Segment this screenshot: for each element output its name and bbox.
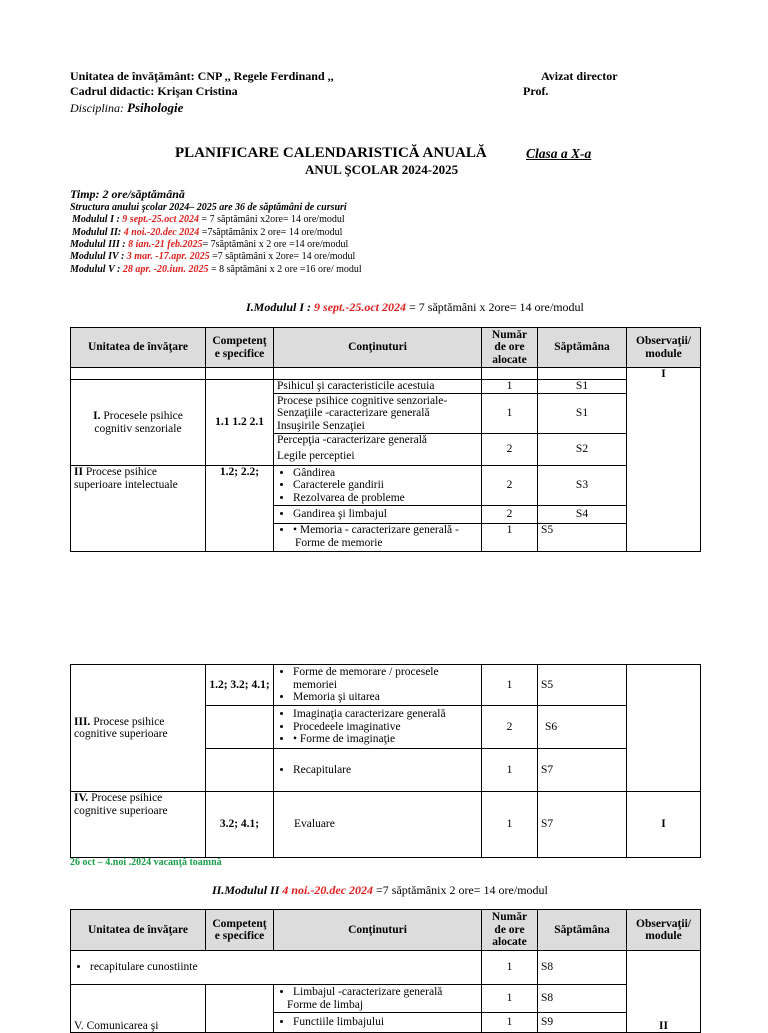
discipline-label: Disciplina: [70,101,124,115]
header-content: Conţinuturi [274,328,482,368]
hours-cell: 1 [482,1013,538,1033]
discipline-line [70,100,183,116]
list-item: • Imaginaţia caracterizare generală [293,708,478,721]
table-row [71,665,701,706]
content-cell: • • Memoria - caracterizare generală - Forme de memorie [274,524,482,552]
list-item: • Functiile limbajului [293,1016,478,1029]
content-cell [274,466,482,506]
module-1-table-continued [70,664,701,858]
unit-cell: V. Comunicarea şi [71,985,206,1033]
content-cell: • Limbajul -caracterizare generală Forme de limbaj [274,985,482,1013]
table-header-row [71,910,701,951]
list-item: • Rezolvarea de probleme [293,492,478,505]
week-cell: S9 [538,1013,627,1033]
header-observations: Observaţii/ module [627,910,701,951]
hours-cell: 1 [482,985,538,1013]
observation-cell: I [627,792,701,858]
content-cell [274,706,482,749]
content-cell: Psihicul şi caracteristicile acestuia [274,380,482,394]
week-cell: S1 [538,394,627,434]
hours-cell: 2 [482,434,538,466]
header-hours: Număr de ore alocate [482,328,538,368]
module-1-heading: I.Modulul I : 9 sept.-25.oct 2024 = 7 săptămâni x 2ore= 14 ore/modul [246,300,584,314]
week-cell: S5 [538,665,627,706]
header-week: Săptămâna [538,910,627,951]
week-cell: S3 [538,466,627,506]
week-cell: S6 [538,706,627,749]
module-4-dates: 3 mar. -17.apr. 2025 [126,251,210,262]
page-title: PLANIFICARE CALENDARISTICĂ ANUALĂ [175,145,487,161]
week-cell: S2 [538,434,627,466]
hours-cell: 1 [482,792,538,858]
module-5-dates: 28 apr. -20.iun. 2025 [122,264,209,275]
table-header-row [71,328,701,368]
hours-cell: 1 [482,749,538,792]
module-1-table [70,327,701,552]
header-unit: Unitatea de învăţare [71,910,206,951]
week-cell: S8 [538,985,627,1013]
vacation-note: 26 oct – 4.noi .2024 vacanţă toamnă [70,857,222,868]
week-cell: S8 [538,951,627,985]
header-hours: Număr de ore alocate [482,910,538,951]
week-cell: S7 [538,792,627,858]
content-cell [274,665,482,706]
content-cell [274,749,482,792]
hours-cell: 1 [482,665,538,706]
hours-cell: 2 [482,506,538,524]
module-line-3: Modulul III : 8 ian.-21 feb.2025= 7săptămâni x 2 ore =14 ore/modul [70,239,349,250]
hours-cell: 2 [482,706,538,749]
header-content: Conţinuturi [274,910,482,951]
content-cell [71,951,482,985]
module-2-heading: II.Modulul II 4 noi.-20.dec 2024 =7 săptămânix 2 ore= 14 ore/modul [212,883,548,897]
table-row [71,792,701,858]
hours-cell: 1 [482,524,538,552]
module-3-dates: 8 ian.-21 feb.2025 [128,239,203,250]
competence-cell: 1.2; 3.2; 4.1; [206,665,274,706]
week-cell: S5 [538,524,627,552]
class-label: Clasa a X-a [526,146,592,161]
content-cell: Evaluare [274,792,482,858]
unit-cell: II Procese psihice superioare intelectuale [71,466,206,552]
header-week: Săptămâna [538,328,627,368]
content-cell [274,506,482,524]
module-2-table [70,909,701,1033]
week-cell: S7 [538,749,627,792]
competence-cell [206,985,274,1033]
discipline-value: Psihologie [127,100,184,115]
competence-cell: 1.1 1.2 2.1 [206,380,274,466]
table-row [71,951,701,985]
table-row [71,380,701,394]
list-item: • • Forme de imaginaţie [293,733,478,746]
module-2-dates: 4 noi.-20.dec 2024 [123,227,200,238]
structure-intro: Structura anului şcolar 2024– 2025 are 36 de săptămâni de cursuri [70,202,347,213]
observation-cell: II [627,951,701,1033]
table-row [71,368,701,380]
table-row [71,466,701,506]
observation-cell: I [627,368,701,552]
module-line-4: Modulul IV : 3 mar. -17.apr. 2025 =7 săptămâni x 2ore= 14 ore/modul [70,251,356,262]
list-item: • Memoria şi uitarea [293,691,478,704]
header-unit: Unitatea de învăţare [71,328,206,368]
prof-label: Prof. [523,84,549,98]
hours-cell: 1 [482,951,538,985]
teacher-name: Cadrul didactic: Krişan Cristina [70,84,238,98]
module-line-5: Modulul V : 28 apr. -20.iun. 2025 = 8 săptămâni x 2 ore =16 ore/ modul [70,264,362,275]
time-line: Timp: 2 ore/săptămână [70,187,185,201]
list-item: • Procedeele imaginative [293,721,478,734]
hours-cell: 1 [482,380,538,394]
content-cell: Procese psihice cognitive senzoriale- Senzaţiile -caracterizare generală Insuşirile Senzaţiei [274,394,482,434]
unit-cell: III. Procese psihice cognitive superioare [71,665,206,792]
competence-cell: 3.2; 4.1; [206,792,274,858]
list-item: • Gândirea [293,467,478,480]
week-cell: S1 [538,380,627,394]
header-competences: Competenţ e specifice [206,910,274,951]
competence-cell: 1.2; 2.2; [206,466,274,552]
header-competences: Competenţ e specifice [206,328,274,368]
unit-cell: IV. Procese psihice cognitive superioare [71,792,206,858]
approval-label: Avizat director [541,69,618,83]
observation-cell [627,665,701,792]
week-cell: S4 [538,506,627,524]
school-unit: Unitatea de învăţământ: CNP ,, Regele Ferdinand ,, [70,69,334,83]
list-item: • Recapitulare [293,764,478,777]
module-1-dates: 9 sept.-25.oct 2024 [122,214,199,225]
list-item: • Caracterele gandirii [293,479,478,492]
header-observations: Observaţii/ module [627,328,701,368]
unit-cell: I. Procesele psihice cognitiv senzoriale [71,380,206,466]
hours-cell: 2 [482,466,538,506]
list-item: • Gandirea şi limbajul [293,508,478,521]
school-year: ANUL ŞCOLAR 2024-2025 [305,162,459,177]
module-line-2: Modulul II: 4 noi.-20.dec 2024 =7săptămânix 2 ore= 14 ore/modul [72,227,343,238]
content-cell: Percepţia -caracterizare generală Legile perceptiei [274,434,482,466]
table-row [71,985,701,1013]
hours-cell: 1 [482,394,538,434]
module-line-1: Modulul I : 9 sept.-25.oct 2024 = 7 săptămâni x2ore= 14 ore/modul [72,214,345,225]
list-item: • recapitulare cunostiinte [90,961,478,974]
list-item: • Forme de memorare / procesele memoriei [293,666,478,691]
content-cell [274,1013,482,1033]
